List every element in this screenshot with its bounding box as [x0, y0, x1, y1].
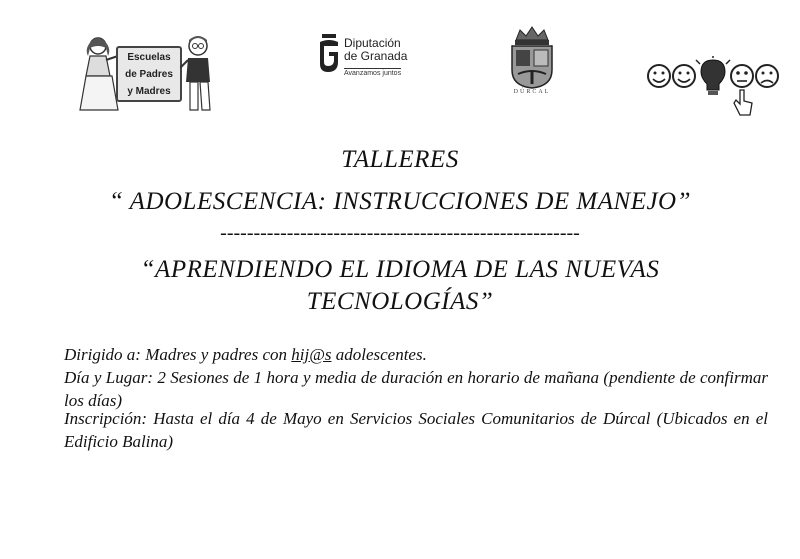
durcal-caption: DÚRCAL	[513, 89, 551, 95]
escuelas-line-2: de Padres	[125, 69, 173, 80]
smiley-faces-lightbulb-icon	[646, 56, 781, 120]
crown-shield-icon	[502, 26, 562, 90]
title-adolescencia: “ ADOLESCENCIA: INSTRUCCIONES DE MANEJO”	[108, 188, 692, 215]
escuelas-line-3: y Madres	[127, 86, 171, 97]
durcal-coat-of-arms	[502, 26, 562, 101]
dirigido-a-line	[64, 343, 768, 366]
title-separator: ------------------------------------------------------	[220, 222, 580, 244]
title-tecnologias: TECNOLOGÍAS”	[306, 288, 494, 315]
diputacion-line-1: Diputación	[344, 36, 401, 50]
diputacion-line-2: de Granada	[344, 49, 408, 63]
title-talleres: TALLERES	[341, 146, 459, 173]
dia-y-lugar-paragraph: Día y Lugar: 2 Sesiones de 1 hora y media de duración en horario de mañana (pendiente de confirmar los días)	[64, 368, 768, 410]
escuelas-de-padres-logo	[74, 34, 219, 114]
title-aprendiendo: “APRENDIENDO EL IDIOMA DE LAS NUEVAS	[140, 256, 660, 283]
inscripcion-paragraph: Inscripción: Hasta el día 4 de Mayo en Servicios Sociales Comunitarios de Dúrcal (Ubicados en el Edificio Balina)	[64, 409, 768, 451]
mother-figure-icon	[74, 34, 120, 114]
diputacion-emblem-icon	[318, 34, 340, 72]
dirigido-suffix: adolescentes.	[331, 345, 427, 364]
father-figure-icon	[180, 34, 220, 114]
dirigido-prefix: Dirigido a: Madres y padres con	[64, 345, 292, 364]
dirigido-underlined: hij@s	[291, 345, 332, 364]
escuelas-board	[116, 46, 182, 102]
diputacion-name	[344, 37, 407, 63]
diputacion-tagline: Avanzamos juntos	[344, 70, 402, 77]
escuelas-line-1: Escuelas	[127, 52, 171, 63]
diputacion-granada-logo	[318, 32, 418, 82]
